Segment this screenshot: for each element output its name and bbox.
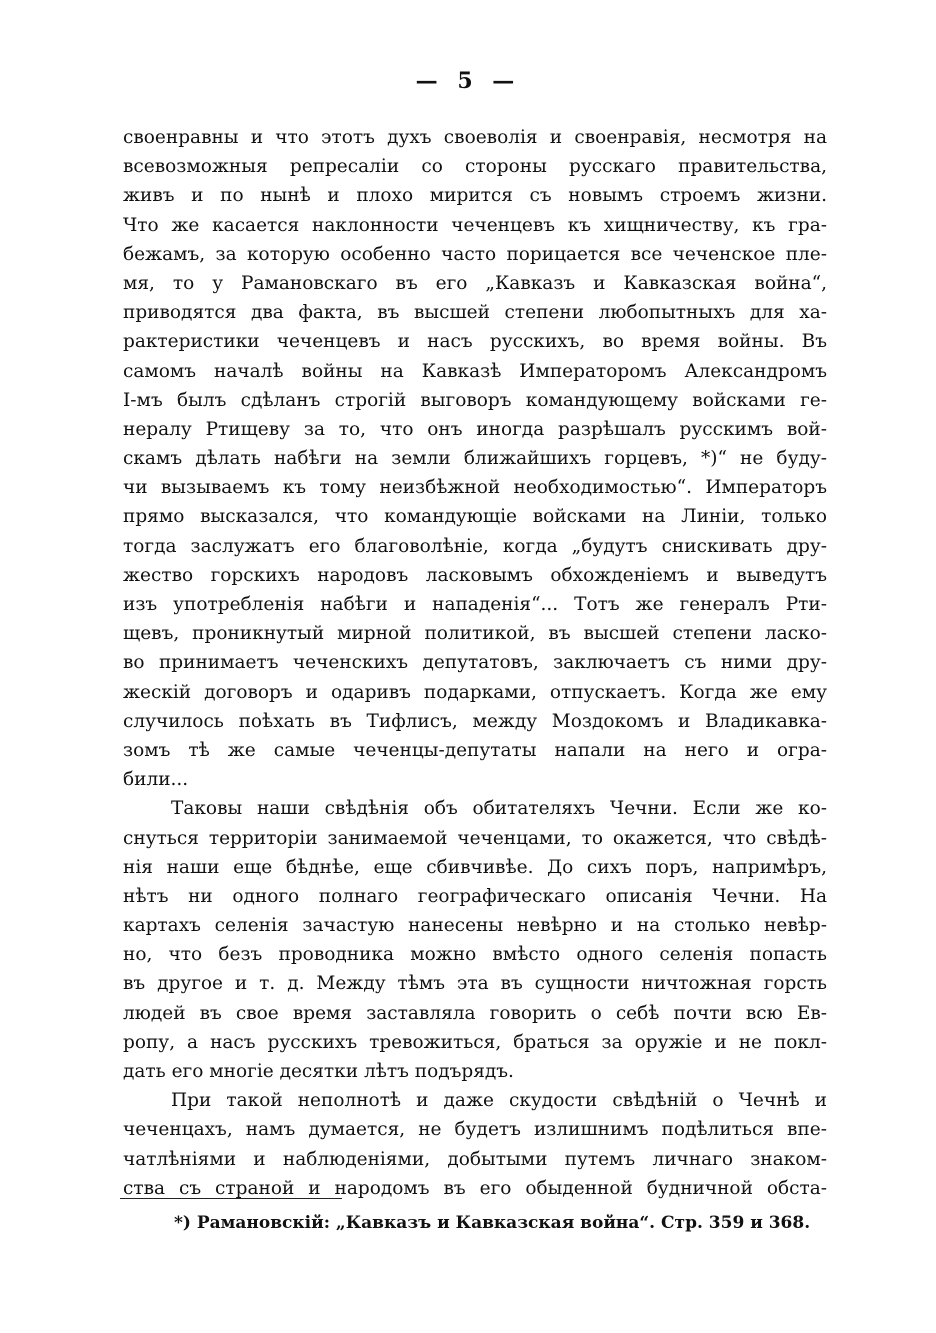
text-line: ства съ страной и народомъ въ его обыденной будничной обста-	[123, 1177, 827, 1199]
text-line: изъ употребленія набѣги и нападенія“... Тотъ же генералъ Рти-	[123, 594, 827, 615]
text-line: ропу, а насъ русскихъ тревожиться, браться за оружіе и не покл-	[123, 1031, 827, 1053]
text-line: прямо высказался, что командующіе войсками на Линіи, только	[123, 506, 827, 528]
text-line: снуться территоріи занимаемой чеченцами, то окажется, что свѣдѣ-	[123, 827, 827, 849]
text-line: въ другое и т. д. Между тѣмъ эта въ сущности ничтожная горсть	[123, 973, 827, 995]
text-line: мя, то у Рамановскаго въ его „Кавказъ и Кавказская война“,	[123, 272, 827, 294]
text-line: рактеристики чеченцевъ и насъ русскихъ, во время войны. Въ	[123, 331, 827, 353]
page-number: — 5 —	[415, 68, 521, 94]
text-line: картахъ селенія зачастую нанесены невѣрно и на столько невѣр-	[123, 915, 827, 937]
paragraph-1	[123, 123, 827, 794]
text-line: нералу Ртищеву за то, что онъ иногда разрѣшалъ русскимъ вой-	[123, 418, 827, 440]
text-line: нѣтъ ни одного полнаго географическаго описанія Чечни. На	[123, 885, 827, 907]
text-line: зомъ тѣ же самые чеченцы-депутаты напали на него и огра-	[123, 739, 827, 761]
text-line: приводятся два факта, въ высшей степени любопытныхъ для ха-	[123, 302, 827, 324]
text-line: дать его многіе десятки лѣтъ подърядъ.	[123, 1061, 514, 1082]
footnote-divider	[120, 1198, 342, 1199]
paragraph-3	[123, 1086, 827, 1203]
text-line: При такой неполнотѣ и даже скудости свѣдѣній о Чечнѣ и	[171, 1090, 827, 1112]
text-line: жескій договоръ и одаривъ подарками, отпускаетъ. Когда же ему	[123, 681, 827, 703]
text-line: щевъ, проникнутый мирной политикой, въ высшей степени ласко-	[123, 623, 827, 645]
text-line: били...	[123, 769, 189, 791]
text-line: самомъ началѣ войны на Кавказѣ Императоромъ Александромъ	[123, 360, 827, 382]
text-line: но, что безъ проводника можно вмѣсто одного селенія попасть	[123, 944, 827, 966]
text-line: своенравны и что этотъ духъ своеволія и своенравія, несмотря на	[123, 127, 827, 148]
text-line: случилось поѣхать въ Тифлисъ, между Моздокомъ и Владикавка-	[123, 710, 827, 732]
text-line: чатлѣніями и наблюденіями, добытыми путемъ личнаго знаком-	[123, 1148, 827, 1170]
paragraph-2	[123, 794, 827, 1086]
text-line: скамъ дѣлать набѣги на земли ближайшихъ горцевъ, *)“ не буду-	[123, 448, 827, 470]
text-line: Таковы наши свѣдѣнія объ обитателяхъ Чечни. Если же ко-	[171, 798, 827, 820]
text-line: жество горскихъ народовъ ласковымъ обхожденіемъ и выведутъ	[123, 564, 827, 586]
text-line: Что же касается наклонности чеченцевъ къ хищничеству, къ гра-	[123, 214, 827, 236]
text-line: бежамъ, за которую особенно часто порицается все чеченское пле-	[123, 243, 827, 265]
text-line: живъ и по нынѣ и плохо мирится съ новымъ строемъ жизни.	[123, 185, 827, 207]
text-line: во принимаетъ чеченскихъ депутатовъ, заключаетъ съ ними дру-	[123, 652, 827, 674]
text-line: I-мъ былъ сдѣланъ строгій выговоръ командующему войсками ге-	[123, 389, 827, 411]
text-line: чи вызываемъ къ тому неизбѣжной необходимостью“. Императоръ	[123, 477, 827, 499]
text-line: тогда заслужатъ его благоволѣніе, когда „будутъ снискивать дру-	[123, 535, 827, 557]
text-line: чеченцахъ, намъ думается, не будетъ излишнимъ подѣлиться впе-	[123, 1119, 827, 1141]
footnote: *) Рамановскій: „Кавказъ и Кавказская война“. Стр. 359 и 368.	[174, 1213, 811, 1233]
text-line: всевозможныя репресаліи со стороны русскаго правительства,	[123, 156, 827, 178]
body-text	[123, 123, 827, 1203]
text-line: нія наши еще бѣднѣе, еще сбивчивѣе. До сихъ поръ, напримѣръ,	[123, 856, 827, 878]
text-line: людей въ свое время заставляла говорить о себѣ почти всю Ев-	[123, 1002, 827, 1024]
